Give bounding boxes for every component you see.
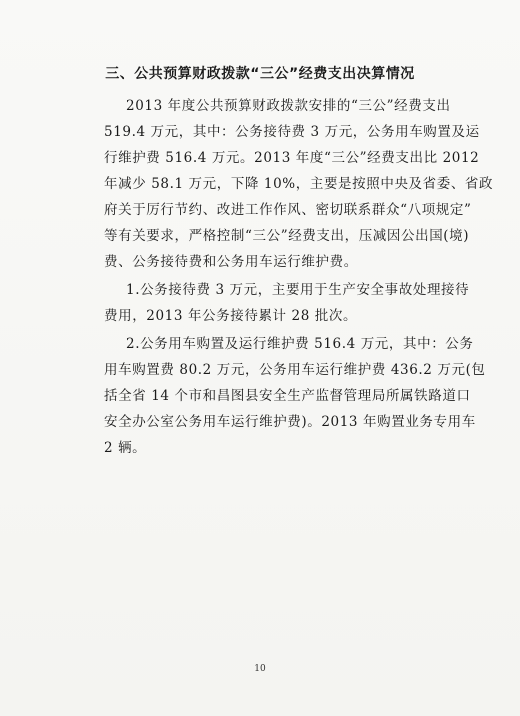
- paragraph-line: 行维护费 516.4 万元。2013 年度“三公”经费支出比 2012: [104, 150, 480, 166]
- section-heading: 三、公共预算财政拨款“三公”经费支出决算情况: [105, 66, 415, 82]
- paragraph-line: 2 辆。: [104, 440, 147, 456]
- paragraph-line: 括全省 14 个市和昌图县安全生产监督管理局所属铁路道口: [104, 388, 471, 404]
- paragraph-line: 2.公务用车购置及运行维护费 516.4 万元，其中：公务: [126, 336, 474, 352]
- page-number: 10: [254, 664, 266, 674]
- paragraph-line: 1.公务接待费 3 万元，主要用于生产安全事故处理接待: [126, 282, 470, 298]
- paragraph-line: 年减少 58.1 万元，下降 10%，主要是按照中央及省委、省政: [104, 176, 494, 192]
- paragraph-line: 2013 年度公共预算财政拨款安排的“三公”经费支出: [126, 98, 451, 114]
- paragraph-line: 等有关要求，严格控制“三公”经费支出，压减因公出国(境): [104, 228, 470, 244]
- paragraph-line: 519.4 万元，其中：公务接待费 3 万元，公务用车购置及运: [104, 124, 480, 140]
- paragraph-line: 用车购置费 80.2 万元，公务用车运行维护费 436.2 万元(包: [104, 362, 486, 378]
- paragraph-line: 费用，2013 年公务接待累计 28 批次。: [104, 308, 358, 324]
- paragraph-line: 安全办公室公务用车运行维护费)。2013 年购置业务专用车: [104, 414, 476, 430]
- paragraph-line: 府关于厉行节约、改进工作作风、密切联系群众“八项规定”: [104, 202, 472, 218]
- paragraph-line: 费、公务接待费和公务用车运行维护费。: [104, 254, 358, 270]
